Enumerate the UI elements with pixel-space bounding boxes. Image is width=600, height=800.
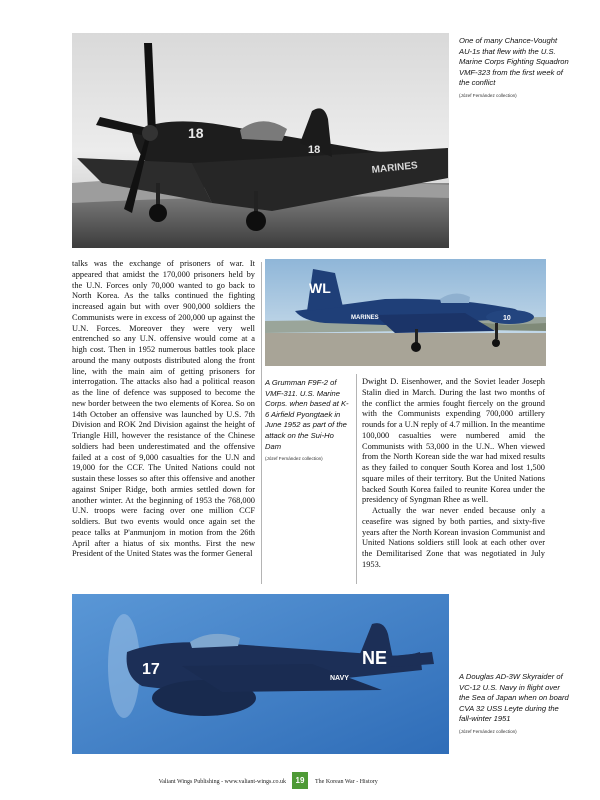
column-divider-left bbox=[261, 262, 262, 584]
right-column-paragraph-1: Dwight D. Eisenhower, and the Soviet leader Joseph Stalin died in March. During the last two months of the conflict the armies fought fiercely on the ground with the Communists expending 700,000 artillery rounds for a U.N reply of 4.7 million. In the meantime 100,000 casualties were numbered amid the Communists with 53,000 in the U.N.. When viewed from the North Korean side the war had mixed results as they failed to conquer South Korea and lost 1,500 square miles of their territory. But the United Nations backed South Korea failed to reunite Korea under the presidency of Syngman Rhee as well. bbox=[362, 377, 545, 505]
page-number: 19 bbox=[292, 772, 308, 789]
panther-fuselage-marking: MARINES bbox=[351, 315, 379, 321]
skyraider-tail-code: NE bbox=[362, 648, 388, 668]
body-text-left-column bbox=[72, 259, 255, 560]
panther-tail-code: WL bbox=[309, 280, 331, 296]
footer-series-title: The Korean War - History bbox=[315, 779, 378, 785]
top-photo-caption bbox=[459, 36, 571, 99]
bottom-caption-text: A Douglas AD-3W Skyraider of VC-12 U.S. Navy in flight over the Sea of Japan when on board CVA 32 USS Leyte during the fall-winter 1951 bbox=[459, 672, 569, 724]
column-divider-right bbox=[356, 374, 357, 584]
right-column-paragraph-2: Actually the war never ended because only a ceasefire was signed by both parties, and sixty-five years after the North Korean invasion Communist and United Nations soldiers still look at each other over the Demilitarised Zone that was negotiated in July 1953. bbox=[362, 506, 545, 569]
skyraider-photo bbox=[72, 594, 449, 754]
top-caption-text: One of many Chance-Vought AU-1s that flew with the U.S. Marine Corps Fighting Squadron VMF-323 from the first week of the conflict bbox=[459, 36, 569, 88]
panther-tiptank-number: 10 bbox=[503, 315, 511, 322]
body-text-right-column bbox=[362, 377, 545, 571]
corsair-fuselage-marking: MARINES bbox=[371, 160, 419, 176]
panther-photo bbox=[265, 259, 546, 366]
bottom-photo-caption bbox=[459, 672, 571, 735]
middle-caption-text: A Grumman F9F-2 of VMF-311. U.S. Marine Corps. when based at K-6 Airfield Pyongtaek in June 1952 as part of the attack on the Sui-Ho Dam bbox=[265, 378, 349, 451]
skyraider-nose-number: 17 bbox=[142, 661, 160, 678]
skyraider-fuselage-marking: NAVY bbox=[330, 675, 349, 682]
footer-publisher: Valiant Wings Publishing - www.valiant-wings.co.uk bbox=[158, 779, 286, 785]
corsair-nose-number: 18 bbox=[188, 125, 204, 141]
corsair-tail-number: 18 bbox=[308, 144, 321, 156]
top-caption-credit: (Józef Fernández collection) bbox=[459, 92, 517, 98]
bottom-caption-credit: (Józef Fernández collection) bbox=[459, 728, 517, 734]
middle-photo-caption bbox=[265, 378, 351, 462]
middle-caption-credit: (Józef Fernández collection) bbox=[265, 456, 323, 462]
left-column-paragraph: talks was the exchange of prisoners of war. It appeared that amidst the 170,000 prisoners held by the U.N. Forces only 70,000 wanted to go back to North Korea. As the talks continued the fighting increased again but with over 900,000 soldiers the Communists were in excess of 200,000 up against the U.N. Forces. Moreover they were very well entrenched so any U.N. offensive would come at a high cost. Then in 1952 numerous battles took place around the many outposts distributed along the front line, with the main aim of getting prisoners for interrogation. The attacks also had a political reason as the line of defence was supposed to become the new border between the two elements of Korea. So on 14th October an offensive was launched by U.S. 7th Division and ROK 2nd Division against the height of Triangle Hill, however the resistance of the Chinese soldiers had been underestimated and the offensive failed at a cost of 9,000 casualties for the U.N and 19,000 for the CCF. The United Nations could not sustain these losses so after this offensive and another against Sniper Ridge, both armies settled down for another winter. At the beginning of 1953 the 768,000 U.N. troops were facing over one million CCF soldiers. But two events would once again set the peace talks at P'anmunjom in motion from the 26th April after a hiatus of six months. First the new President of the United States was the former General bbox=[72, 259, 255, 559]
corsair-photo bbox=[72, 33, 449, 248]
